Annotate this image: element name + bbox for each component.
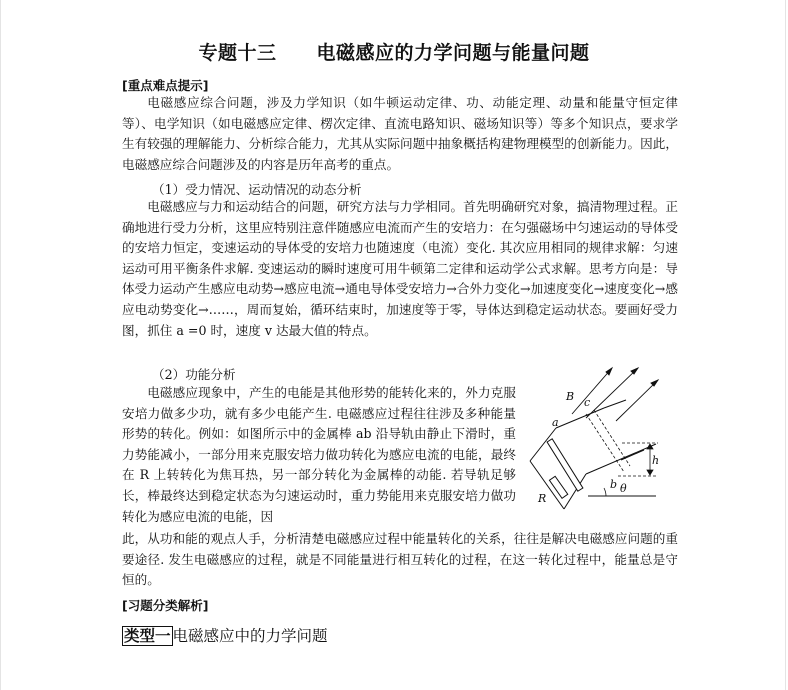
field-line-2 (586, 368, 638, 418)
title-topic-number: 专题十三 (198, 42, 277, 64)
section-heading-exercises: [习题分类解析] (122, 598, 209, 613)
resistor (549, 476, 567, 498)
label-R: R (538, 492, 547, 505)
upper-rail-extension (604, 400, 626, 408)
energy-paragraph-continued: 此，从功和能的观点人手，分析清楚电磁感应过程中能量转化的关系，往往是解决电磁感应问题的重要途径. 发生电磁感应的过程，就是不同能量进行相互转化的过程，在这一转化过程中，能量总是守恒的。 (122, 531, 678, 588)
type-title: 电磁感应中的力学问题 (172, 627, 328, 645)
label-theta: θ (620, 482, 627, 495)
section-heading-key-points: [重点难点提示] (122, 78, 209, 93)
page-title (0, 38, 788, 65)
type-label-box: 类型一 (124, 627, 171, 645)
rod-dashed (586, 414, 624, 472)
label-h: h (652, 454, 660, 467)
title-topic-name: 电磁感应的力学问题与能量问题 (316, 42, 590, 64)
angle-arc (604, 488, 606, 496)
height-arrow-bottom (647, 470, 653, 475)
lower-rail-extension (621, 450, 644, 460)
dynamics-paragraph: 电磁感应与力和运动结合的问题，研究方法与力学相同。首先明确研究对象，搞清物理过程。正确地进行受力分析，这里应特别注意伴随感应电流而产生的安培力：在匀强磁场中匀速运动的导体受的安培力恒定，变速运动的导体受的安培力也随速度（电流）变化. 其次应用相同的规律求解：匀速运动可用平衡条件求解. 变速运动的瞬时速度可用牛顿第二定律和运动学公式求解。思考方向是：导体受力运动产生感应电动势→感应电流→通电导体受安培力→合外力变化→加速度变化→速度变化→感应电动势变化→……，周而复始，循环结束时，加速度等于零，导体达到稳定运动状态。要画好受力图，抓住 a =0 时，速度 v 达最大值的特点。 (122, 199, 678, 338)
subsection-heading-energy: （2）功能分析 (152, 367, 236, 382)
field-line-3 (616, 380, 658, 421)
page-left-border (0, 0, 1, 690)
height-arrow-top (647, 444, 653, 449)
intro-paragraph: 电磁感应综合问题，涉及力学知识（如牛顿运动定律、功、动能定理、动量和能量守恒定律等）、电学知识（如电磁感应定律、楞次定律、直流电路知识、磁场知识等）等多个知识点，要求学生有较强的理解能力、分析综合能力，尤其从实际问题中抽象概括构建物理模型的创新能力。因此，电磁感应综合问题涉及的内容是历年高考的重点。 (122, 95, 678, 172)
subsection-heading-dynamics: （1）受力情况、运动情况的动态分析 (152, 182, 362, 197)
label-b: b (610, 478, 618, 491)
lower-rail (586, 444, 656, 474)
field-arrow-3 (651, 380, 658, 386)
label-c: c (584, 396, 591, 409)
type-one-heading (122, 624, 328, 646)
label-B: B (566, 390, 575, 403)
page-right-border (785, 0, 786, 690)
upper-rail (556, 408, 604, 428)
rod-dashed-2 (594, 410, 630, 466)
label-a: a (552, 416, 559, 429)
inclined-rail-figure (526, 366, 666, 521)
energy-paragraph-wrapped: 电磁感应现象中，产生的电能是其他形势的能转化来的，外力克服安培力做多少功，就有多少电能产生. 电磁感应过程往往涉及多种能量形势的转化。例如：如图所示中的金属棒 ab 沿导轨由静止下滑时，重力势能减小，一部分用来克服安培力做功转化为感应电流的电能，最终在 R 上转转化为焦耳热，另一部分转化为金属棒的动能. 若导轨足够长，棒最终达到稳定状态为匀速运动时，重力势能用来克服安培力做功转化为感应电流的电能，因 (122, 385, 516, 524)
